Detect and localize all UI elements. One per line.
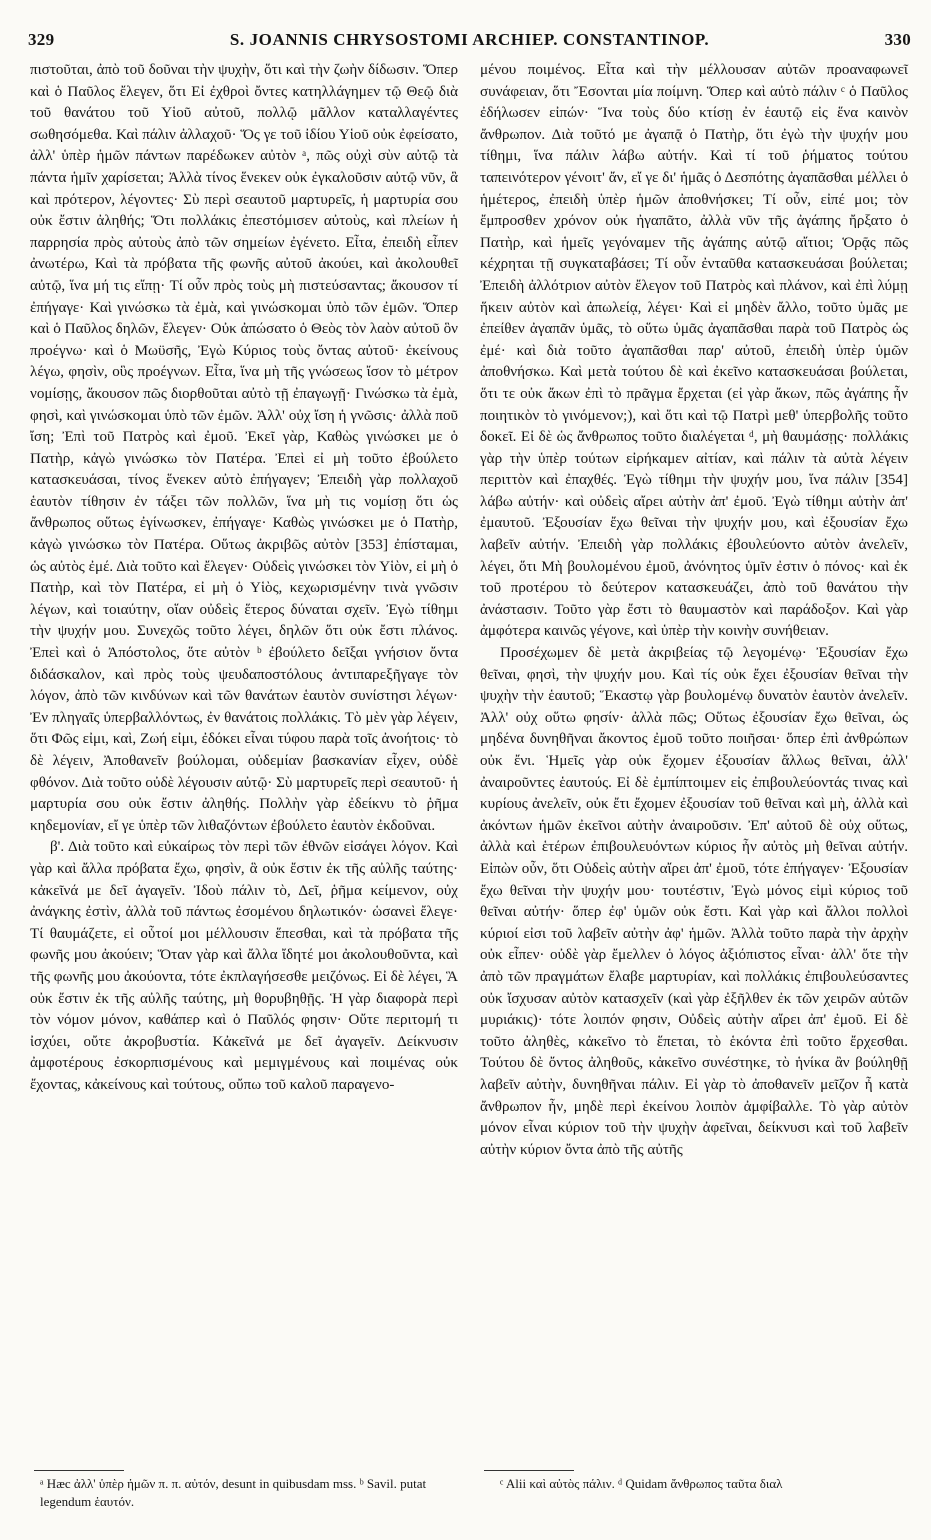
right-paragraph-1: μένου ποιμένος. Εἶτα καὶ τὴν μέλλουσαν αὐτῶν προαναφωνεῖ συνάφειαν, ὅτι Ἔσονται μία ποίμνη. Ὅπερ καὶ αὐτὸ πάλιν ᶜ ὁ Παῦλος ἐδήλωσεν εἰπών· Ἵνα τοὺς δύο κτίσῃ ἐν ἑαυτῷ εἰς ἕνα καινὸν ἄνθρωπον. Διὰ τοῦτό με ἀγαπᾷ ὁ Πατὴρ, ὅτι ἐγὼ τὴν ψυχήν μου τίθημι, ἵνα πάλιν λάβω αὐτήν. Καὶ τί τοῦ ῥήματος τούτου ταπεινότερον γένοιτ' ἄν, εἴ γε δι' ἡμᾶς ὁ Δεσπότης ἀγαπᾶσθαι μέλλει ὁ ἡμέτερος, ἐπειδὴ ὑπὲρ ἡμῶν ἀποθνήσκει; Τί οὖν, εἰπέ μοι; τὸν ἔμπροσθεν χρόνον οὐκ ἠγαπᾶτο, ἀλλὰ νῦν τῆς ἀγάπης ἤρξατο ὁ Πατὴρ, καὶ ἡμεῖς γεγόναμεν τῆς ἀγάπης αὐτῷ αἴτιοι; Ὁρᾷς πῶς κέχρηται τῇ συγκαταβάσει; Τί οὖν ἐνταῦθα κατασκευάσαι βούλεται; Ἐπειδὴ ἀλλότριον αὐτὸν ἔλεγον τοῦ Πατρὸς καὶ πλάνον, καὶ ἐπὶ λύμῃ ἥκειν αὐτὸν καὶ ἀπωλείᾳ, λέγει· Καὶ εἰ μηδὲν ἄλλο, τοῦτο ὑμᾶς με ἐπείθεν ἀγαπᾶν ὑμᾶς, τὸ οὕτω ὑμᾶς ἀγαπᾶσθαι παρὰ τοῦ Πατρὸς ὡς ἐμέ· καὶ διὰ τοῦτο ἀγαπᾶσθαι παρ' αὐτοῦ, ἐπειδὴ ὑπὲρ ὑμῶν ἀποθνήσκω. Καὶ μετὰ τούτου δὲ καὶ ἐκεῖνο κατασκευάσαι βούλεται, ὅτι τε οὐκ ἄκων ἐπὶ τὸ πρᾶγμα ἔρχεται (εἰ γὰρ ἄκων, πῶς ἀγάπης ἦν ποιητικὸν τὸ γινόμενον;), καὶ ὅτι καὶ τῷ Πατρὶ μεθ' ὑπερβολῆς τοῦτο δοκεῖ. Εἰ δὲ ὡς ἄνθρωπος τοῦτο διαλέγεται ᵈ, μὴ θαυμάσῃς· πολλάκις γὰρ τὴν ὑπὲρ τούτων εἰρήκαμεν αἰτίαν, καὶ πάλιν τὰ αὐτὰ λέγειν περιττὸν καὶ ἐπαχθές. Ἐγὼ τίθημι τὴν ψυχήν μου, ἵνα πάλιν [354] λάβω αὐτήν· καὶ οὐδεὶς αἴρει αὐτὴν ἀπ' ἐμοῦ. Ἐγὼ τίθημι αὐτὴν ἀπ' ἐμαυτοῦ. Ἐξουσίαν ἔχω θεῖναι τὴν ψυχήν μου, καὶ ἐξουσίαν ἔχω λαβεῖν αὐτήν. Ἐπειδὴ γὰρ πολλάκις ἐβουλεύοντο αὐτὸν ἀνελεῖν, λέγει, ὅτι Μὴ βουλομένου ἐμοῦ, ἀνόνητος ὑμῖν ἐστιν ὁ πόνος· καὶ ἐκ τοῦ προτέρου τὸ δεύτερον κατασκευάζει, ἀπὸ τοῦ θανάτου τὴν ἀνάστασιν. Τοῦτο γὰρ ἔστι τὸ θαυμαστὸν καὶ παράδοξον. Καὶ γὰρ ἀμφότερα καινῶς γέγονε, καὶ ὑπὲρ τὴν κοινὴν συνήθειαν. — [480, 62, 908, 640]
left-paragraph-2: β'. Διὰ τοῦτο καὶ εὐκαίρως τὸν περὶ τῶν ἐθνῶν εἰσάγει λόγον. Καὶ γὰρ καὶ ἄλλα πρόβατα ἔχω, φησὶν, ἃ οὐκ ἔστιν ἐκ τῆς αὐλῆς ταύτης· κἀκεῖνά με δεῖ ἀγαγεῖν. Ἰδοὺ πάλιν τὸ, Δεῖ, ῥῆμα κείμενον, οὐχ ἀνάγκης ἐστὶν, ἀλλὰ τοῦ πάντως ἐσομένου δηλωτικόν· ὡσανεὶ ἔλεγε· Τί θαυμάζετε, εἰ οὗτοί μοι μέλλουσιν ἕπεσθαι, καὶ τὰ πρόβατα τῆς φωνῆς μου ἀκούειν; Ὅταν γὰρ καὶ ἄλλα ἴδητέ μοι ἀκολουθοῦντα, καὶ τῆς φωνῆς μου ἀκούοντα, τότε ἐκπλαγήσεσθε μειζόνως. Εἰ δὲ λέγει, Ἃ οὐκ ἔστιν ἐκ τῆς αὐλῆς ταύτης, μὴ θορυβηθῇς. Ἡ γὰρ διαφορὰ περὶ τὸν νόμον μόνον, καθάπερ καὶ ὁ Παῦλός φησιν· Οὔτε περιτομή τι ἰσχύει, οὔτε ἀκροβυστία. Κἀκεῖνά με δεῖ ἀγαγεῖν. Δείκνυσιν ἀμφοτέρους ἐσκορπισμένους καὶ μεμιγμένους καὶ ποιμένας οὐκ ἔχοντας, κἀκείνους καὶ τούτους, οὔπω τοῦ καλοῦ παραγενο- — [30, 839, 458, 1093]
running-title: S. JOANNIS CHRYSOSTOMI ARCHIEP. CONSTANTINOP. — [229, 30, 710, 49]
footnote-rule-left — [34, 1470, 124, 1471]
page-number-left: 329 — [28, 30, 55, 49]
page-number-right: 330 — [884, 30, 911, 49]
right-column — [480, 60, 908, 1161]
footnote-rule-right — [484, 1470, 574, 1471]
footnotes-right: ᶜ Alii καὶ αὐτὸς πάλιν. ᵈ Quidam ἄνθρωπος ταῦτα διαλ — [500, 1476, 783, 1491]
left-paragraph-1: πιστοῦται, ἀπὸ τοῦ δοῦναι τὴν ψυχὴν, ὅτι καὶ τὴν ζωὴν δίδωσιν. Ὅπερ καὶ ὁ Παῦλος ἔλεγεν, ὅτι Εἰ ἐχθροὶ ὄντες κατηλλάγημεν τῷ Θεῷ διὰ τοῦ θανάτου τοῦ Υἱοῦ αὐτοῦ, πολλῷ μᾶλλον καταλλαγέντες σωθησόμεθα. Καὶ πάλιν ἀλλαχοῦ· Ὅς γε τοῦ ἰδίου Υἱοῦ οὐκ ἐφείσατο, ἀλλ' ὑπὲρ ἡμῶν πάντων παρέδωκεν αὐτὸν ᵃ, πῶς οὐχὶ σὺν αὐτῷ τὰ πάντα ἡμῖν χαρίσεται; Ἀλλὰ τίνος ἕνεκεν οὐκ ἐγκαλοῦσιν αὐτῷ νῦν, ἃ καὶ πρότερον, λέγοντες· Σὺ περὶ σεαυτοῦ μαρτυρεῖς, ἡ μαρτυρία σου οὐκ ἔστιν ἀληθής; Ὅτι πολλάκις ἐπεστόμισεν αὐτοὺς, καὶ πλείων ἡ παρρησία πρὸς αὐτοὺς ἀπὸ τῶν σημείων ἐγένετο. Εἶτα, ἐπειδὴ εἶπεν ἀνωτέρω, Καὶ τὰ πρόβατα τῆς φωνῆς αὐτοῦ ἀκούει, καὶ ἀκολουθεῖ αὐτῷ, ἵνα μή τις εἴπῃ· Τί οὖν πρὸς τοὺς μὴ πιστεύσαντας; ἄκουσον τί ἐπήγαγε· Καὶ γινώσκω τὰ ἐμὰ, καὶ γινώσκομαι ὑπὸ τῶν ἐμῶν. Ὅπερ καὶ ὁ Παῦλος δηλῶν, ἔλεγεν· Οὐκ ἀπώσατο ὁ Θεὸς τὸν λαὸν αὐτοῦ ὃν προέγνω· καὶ ὁ Μωϋσῆς, Ἐγὼ Κύριος τοὺς ὄντας αὐτοῦ· ἐκείνους λέγω, φησὶν, οὓς προέγνων. Εἶτα, ἵνα μὴ τῆς γνώσεως ἴσον τὸ μέτρον νομίσῃς, ἄκουσον πῶς διορθοῦται αὐτὸ τῇ ἐπαγωγῇ· Γινώσκω τὰ ἐμὰ, φησὶ, καὶ γινώσκομαι ὑπὸ τῶν ἐμῶν. Ἀλλ' οὐχ ἴση ἡ γνῶσις· ἀλλὰ ποῦ ἴση; Ἐπὶ τοῦ Πατρὸς καὶ ἐμοῦ. Ἐκεῖ γὰρ, Καθὼς γινώσκει με ὁ Πατὴρ, κἀγὼ γινώσκω τὸν Πατέρα. Ἐπεὶ εἰ μὴ τοῦτο ἐβούλετο κατασκευάσαι, τίνος ἕνεκεν αὐτὸ ἐπήγαγεν; Ἐπειδὴ γὰρ πολλαχοῦ ἑαυτὸν τίθησιν ἐν τάξει τῶν πολλῶν, ἵνα μὴ τις νομίσῃ ὅτι ὡς ἄνθρωπος οὕτως ἐγίνωσκεν, ἐπήγαγε· Καθὼς γινώσκει με ὁ Πατὴρ, κἀγὼ γινώσκω τὸν Πατέρα. Οὕτως ἀκριβῶς αὐτὸν [353] ἐπίσταμαι, ὡς αὐτὸς ἐμέ. Διὰ τοῦτο καὶ ἔλεγεν· Οὐδεὶς γινώσκει τὸν Υἱὸν, εἰ μὴ ὁ Πατὴρ, καὶ τὸν Πατέρα, εἰ μὴ ὁ Υἱὸς, κεχωρισμένην τινὰ γνῶσιν λέγων, καὶ τοιαύτην, οἵαν οὐδεὶς ἕτερος δύναται σχεῖν. Ἐγὼ τίθημι τὴν ψυχήν μου. Συνεχῶς τοῦτο λέγει, δηλῶν ὅτι οὐκ ἔστι πλάνος. Ἐπεὶ καὶ ὁ Ἀπόστολος, ὅτε αὐτὸν ᵇ ἐβούλετο δεῖξαι γνήσιον ὄντα διδάσκαλον, καὶ πρὸς τοὺς ψευδαποστόλους ἀντιπαρεξῆγαγε τὸν λόγον, ἀπὸ τῶν κινδύνων καὶ τῶν θανάτων ἑαυτὸν συνίστησι λέγων· Ἐν πληγαῖς ὑπερβαλλόντως, ἐν θανάτοις πολλάκις. Τὸ μὲν γὰρ λέγειν, ὅτι Φῶς εἰμι, καὶ, Ζωή εἰμι, ἐδόκει εἶναι τύφου παρὰ τοῖς ἀνοήτοις· τὸ δὲ λέγειν, Ἀποθανεῖν βούλομαι, οὐδεμίαν βασκανίαν εἶχεν, οὐδὲ φθόνον. Διὰ τοῦτο οὐδὲ λέγουσιν αὐτῷ· Σὺ μαρτυρεῖς περὶ σεαυτοῦ· ἡ μαρτυρία σου οὐκ ἔστιν ἀληθής. Πολλὴν γὰρ ἐδείκνυ τὸ ῥῆμα κηδεμονίαν, εἴ γε ὑπὲρ τῶν λιθαζόντων ἐβούλετο ἑαυτὸν ἐκδοῦναι. — [30, 62, 458, 834]
footnotes-left: ᵃ Hæc ἀλλ' ὑπὲρ ἡμῶν π. π. αὐτόν, desunt in quibusdam mss. ᵇ Savil. putat legendum ἑαυτόν. — [40, 1476, 427, 1509]
right-paragraph-2: Προσέχωμεν δὲ μετὰ ἀκριβείας τῷ λεγομένῳ· Ἐξουσίαν ἔχω θεῖναι, φησὶ, τὴν ψυχήν μου. Καὶ τίς οὐκ ἔχει ἐξουσίαν θεῖναι τὴν ψυχὴν τὴν ἑαυτοῦ; Ἕκαστῳ γὰρ βουλομένῳ δυνατὸν ἑαυτὸν ἀνελεῖν. Ἀλλ' οὐχ οὕτω φησίν· ἀλλὰ πῶς; Οὕτως ἐξουσίαν ἔχω θεῖναι, ὡς μηδένα δυνηθῆναι ἄκοντος ἐμοῦ τοῦτο ποιῆσαι· ὅπερ ἐπὶ ἀνθρώπων οὐκ ἔνι. Ἡμεῖς γὰρ οὐκ ἔχομεν ἐξουσίαν ἄλλως θεῖναι, ἀλλ' ἀναιροῦντες ἑαυτούς. Εἰ δὲ ἐμπίπτοιμεν εἰς ἐπιβουλεύοντάς τινας καὶ κυρίους ἀνελεῖν, οὐκ ἔτι ἔχομεν ἐξουσίαν τοῦ θεῖναι καὶ μὴ, ἀλλὰ καὶ ἀκόντων ἡμῶν ἐκεῖνοι αὐτὴν ἀναιροῦσιν. Ἐπ' αὐτοῦ δὲ οὐχ οὕτως, ἀλλὰ καὶ ἑτέρων ἐπιβουλευόντων κύριος ἦν αὐτὸς μὴ θεῖναι αὐτήν. Εἰπὼν οὖν, ὅτι Οὐδεὶς αὐτὴν αἴρει ἀπ' ἐμοῦ, τότε ἐπήγαγεν· Ἐξουσίαν ἔχω θεῖναι τὴν ψυχήν μου· τουτέστιν, Ἐγὼ μόνος εἰμὶ κύριος τοῦ θεῖναι αὐτήν· ὅπερ ἐφ' ὑμῶν οὐκ ἔστι. Καὶ γὰρ καὶ ἄλλοι πολλοὶ κύριοί εἰσι τοῦ λαβεῖν αὐτὴν ἀφ' ἡμῶν. Ἀλλὰ τοῦτο παρὰ τὴν ἀρχὴν οὐκ εἶπεν· οὐδὲ γὰρ ἔμελλεν ὁ λόγος ἀξιόπιστος εἶναι· ἀλλ' ὅτε τὴν ἀπὸ τῶν πραγμάτων ἔλαβε μαρτυρίαν, καὶ πολλάκις ἐπιβουλεύσαντες οὐκ ἴσχυσαν αὐτὸν κατασχεῖν (καὶ γὰρ ἐξῆλθεν ἐκ τῶν χειρῶν αὐτῶν μυριάκις)· τότε λοιπόν φησιν, Οὐδεὶς αὐτὴν αἴρει ἀπ' ἐμοῦ. Εἰ δὲ τοῦτο ἀληθὲς, κἀκεῖνο τὸ ἕπεται, τὸ ἑκόντα ἐπὶ τοῦτο ἔρχεσθαι. Τούτου δὲ ὄντος ἀληθοῦς, κἀκεῖνο συνέστηκε, τὸ ἡνίκα ἂν βούληθῇ λαβεῖν αὐτὴν, δυνηθῆναι πάλιν. Εἰ γὰρ τὸ ἀποθανεῖν μεῖζον ἦ κατὰ ἄνθρωπον ἦν, μηδὲ περὶ ἐκείνου λοιπὸν ἀμφίβαλλε. Τὸ γὰρ αὐτὸν μόνον εἶναι κύριον τοῦ τὴν ψυχὴν ἀφεῖναι, δείκνυσι καὶ τοῦ λαβεῖν αὐτὴν κύριον ὄντα ἀπὸ τῆς αὐτῆς — [480, 645, 908, 1158]
running-header — [28, 30, 911, 56]
left-column — [30, 60, 458, 1097]
